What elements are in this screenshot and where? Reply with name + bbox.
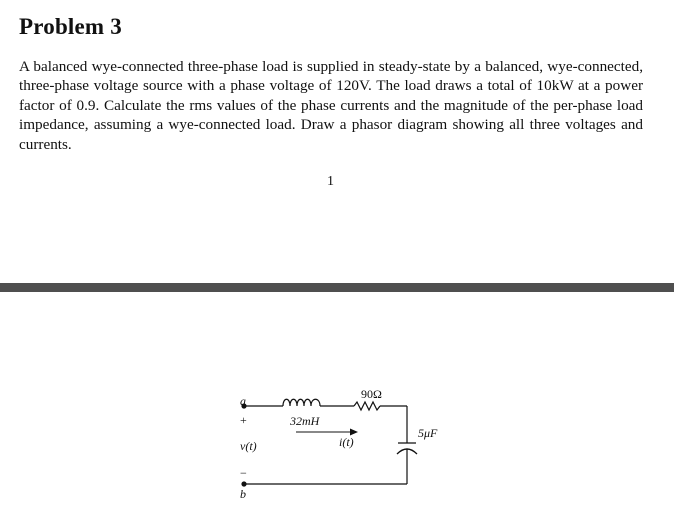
minus-sign: − (240, 466, 247, 480)
source-voltage-label: v(t) (240, 439, 257, 453)
terminal-a-label: a (240, 394, 246, 408)
terminal-b-dot (241, 481, 246, 486)
page-divider (0, 283, 674, 292)
inductor-symbol (283, 399, 320, 406)
capacitor-label: 5μF (418, 426, 438, 440)
plus-sign: + (240, 413, 247, 427)
circuit-wires (244, 406, 407, 484)
problem-heading: Problem 3 (19, 14, 122, 39)
page-number: 1 (327, 174, 334, 189)
terminal-b-label: b (240, 487, 246, 501)
inductor-label: 32mH (290, 414, 320, 428)
circuit-diagram (0, 292, 674, 512)
problem-statement: A balanced wye-connected three-phase load is supplied in steady-state by a balanced, wye-connected, three-phase voltage source with a phase voltage of 120V. The load draws a total of 10kW at a power factor of 0.9. Calculate the rms values of the phase currents and the magnitude of the per-phase load impedance, assuming a wye-connected load. Draw a phasor diagram showing all three voltages and currents. (19, 58, 643, 153)
resistor-symbol (354, 402, 380, 410)
resistor-label: 90Ω (361, 387, 382, 401)
current-label: i(t) (339, 435, 354, 449)
